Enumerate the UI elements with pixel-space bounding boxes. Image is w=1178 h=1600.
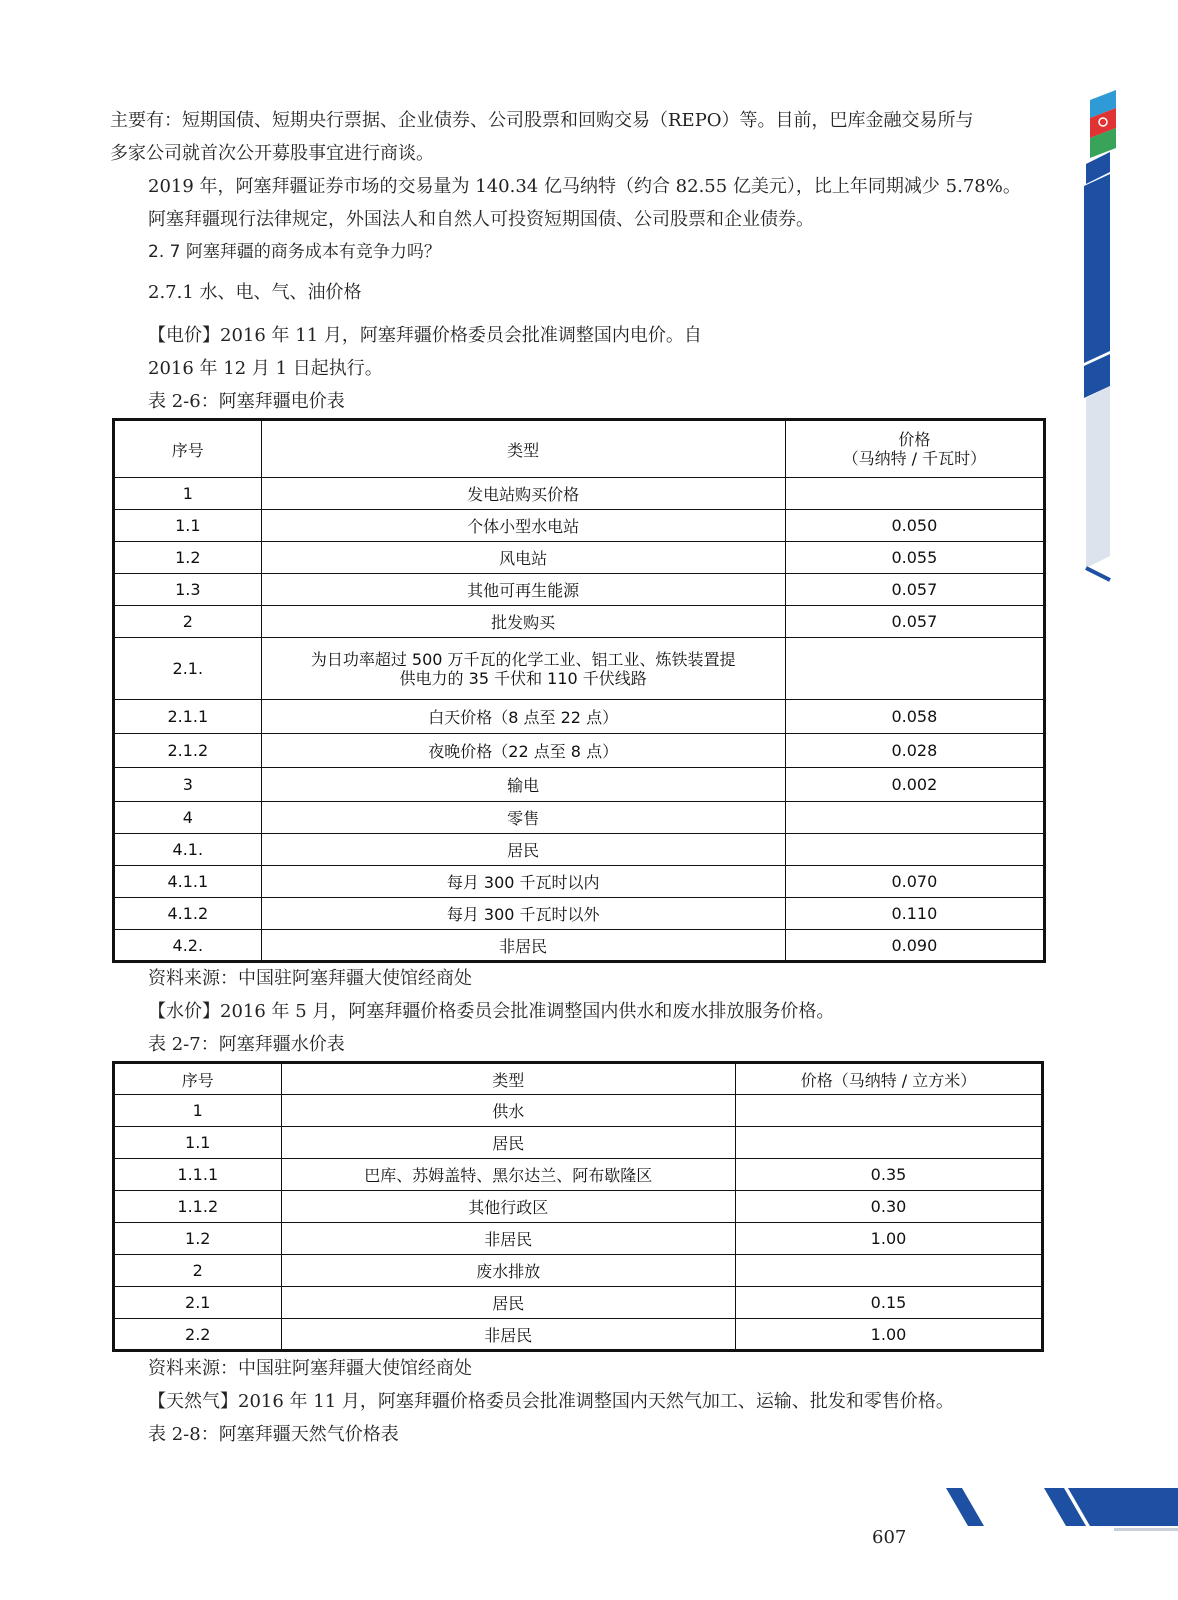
row-no: 4 [114, 802, 262, 834]
row-type-line-1: 为日功率超过 500 万千瓦的化学工业、铝工业、炼铁装置提 [310, 649, 736, 669]
row-no: 4.1.2 [114, 898, 262, 930]
subsection-heading: 2.7.1 水、电、气、油价格 [148, 282, 362, 303]
electricity-price-table [112, 418, 1046, 963]
page-number: 607 [872, 1527, 907, 1548]
row-no: 1 [114, 478, 262, 510]
header-price [785, 420, 1044, 478]
header-price-line-2: （马纳特 / 千瓦时） [842, 449, 987, 468]
table-row [114, 1095, 1043, 1127]
row-type: 风电站 [261, 542, 785, 574]
intro-line-2: 多家公司就首次公开募股事宜进行商谈。 [110, 143, 434, 164]
row-type: 零售 [261, 802, 785, 834]
table-row [114, 834, 1045, 866]
header-no: 序号 [114, 1063, 282, 1095]
row-no: 2.2 [114, 1319, 282, 1351]
row-type: 发电站购买价格 [261, 478, 785, 510]
row-no: 1.2 [114, 542, 262, 574]
table-row [114, 898, 1045, 930]
row-type: 供水 [281, 1095, 735, 1127]
row-no: 1.1.2 [114, 1191, 282, 1223]
electric-paragraph-line-2: 2016 年 12 月 1 日起执行。 [148, 358, 383, 379]
electric-source: 资料来源：中国驻阿塞拜疆大使馆经商处 [148, 968, 472, 989]
row-price: 0.15 [735, 1287, 1042, 1319]
table-row [114, 1255, 1043, 1287]
row-type: 其他可再生能源 [261, 574, 785, 606]
row-price: 0.110 [785, 898, 1044, 930]
table-row [114, 1127, 1043, 1159]
row-price [785, 478, 1044, 510]
row-type: 居民 [281, 1287, 735, 1319]
row-type: 夜晚价格（22 点至 8 点） [261, 734, 785, 768]
water-price-table [112, 1061, 1044, 1352]
row-price: 0.057 [785, 574, 1044, 606]
row-price: 0.050 [785, 510, 1044, 542]
row-type: 非居民 [281, 1223, 735, 1255]
row-price: 0.002 [785, 768, 1044, 802]
row-type: 其他行政区 [281, 1191, 735, 1223]
row-price: 1.00 [735, 1223, 1042, 1255]
gas-paragraph: 【天然气】2016 年 11 月，阿塞拜疆价格委员会批准调整国内天然气加工、运输、批发和零售价格。 [148, 1391, 954, 1412]
row-price [785, 802, 1044, 834]
table-row [114, 574, 1045, 606]
header-price-line-1: 价格 [898, 430, 931, 449]
row-price [735, 1095, 1042, 1127]
header-type: 类型 [261, 420, 785, 478]
table-row [114, 1319, 1043, 1351]
row-no: 3 [114, 768, 262, 802]
row-type: 非居民 [281, 1319, 735, 1351]
row-no: 2.1. [114, 638, 262, 700]
electric-table-caption: 表 2-6：阿塞拜疆电价表 [148, 391, 345, 412]
table-row [114, 1191, 1043, 1223]
row-no: 1.1 [114, 1127, 282, 1159]
row-price [785, 638, 1044, 700]
row-no: 2 [114, 606, 262, 638]
row-price: 0.028 [785, 734, 1044, 768]
row-price [735, 1127, 1042, 1159]
row-no: 2.1.1 [114, 700, 262, 734]
table-row [114, 700, 1045, 734]
row-type: 输电 [261, 768, 785, 802]
row-price [735, 1255, 1042, 1287]
side-band-decoration [1076, 86, 1120, 586]
row-no: 1.3 [114, 574, 262, 606]
intro-line-1: 主要有：短期国债、短期央行票据、企业债券、公司股票和回购交易（REPO）等。目前，巴库金融交易所与 [110, 110, 974, 131]
row-price: 0.090 [785, 930, 1044, 962]
row-type: 个体小型水电站 [261, 510, 785, 542]
table-row [114, 510, 1045, 542]
table-row [114, 542, 1045, 574]
row-type [261, 638, 785, 700]
gas-table-caption: 表 2-8：阿塞拜疆天然气价格表 [148, 1424, 399, 1445]
water-table-caption: 表 2-7：阿塞拜疆水价表 [148, 1034, 345, 1055]
row-no: 2.1.2 [114, 734, 262, 768]
header-price: 价格（马纳特 / 立方米） [735, 1063, 1042, 1095]
table-header-row [114, 420, 1045, 478]
row-no: 4.2. [114, 930, 262, 962]
row-price: 0.057 [785, 606, 1044, 638]
row-no: 2 [114, 1255, 282, 1287]
azerbaijan-flag-icon [1090, 90, 1116, 158]
row-no: 2.1 [114, 1287, 282, 1319]
row-price: 1.00 [735, 1319, 1042, 1351]
electric-paragraph-line-1: 【电价】2016 年 11 月，阿塞拜疆价格委员会批准调整国内电价。自 [148, 325, 702, 346]
row-price: 0.30 [735, 1191, 1042, 1223]
table-row [114, 802, 1045, 834]
row-price [785, 834, 1044, 866]
row-type: 每月 300 千瓦时以外 [261, 898, 785, 930]
row-type: 居民 [281, 1127, 735, 1159]
row-type: 废水排放 [281, 1255, 735, 1287]
row-price: 0.070 [785, 866, 1044, 898]
row-no: 1.1.1 [114, 1159, 282, 1191]
table-row [114, 638, 1045, 700]
table-row [114, 930, 1045, 962]
row-no: 1.2 [114, 1223, 282, 1255]
table-row [114, 606, 1045, 638]
intro-paragraph-3: 阿塞拜疆现行法律规定，外国法人和自然人可投资短期国债、公司股票和企业债券。 [148, 209, 814, 230]
row-no: 4.1.1 [114, 866, 262, 898]
table-row [114, 734, 1045, 768]
row-price: 0.35 [735, 1159, 1042, 1191]
row-type: 非居民 [261, 930, 785, 962]
row-type: 批发购买 [261, 606, 785, 638]
table-row [114, 768, 1045, 802]
table-row [114, 478, 1045, 510]
row-no: 4.1. [114, 834, 262, 866]
intro-paragraph-2: 2019 年，阿塞拜疆证券市场的交易量为 140.34 亿马纳特（约合 82.55 亿美元），比上年同期减少 5.78%。 [148, 176, 1021, 197]
row-type: 巴库、苏姆盖特、黑尔达兰、阿布歇隆区 [281, 1159, 735, 1191]
row-no: 1.1 [114, 510, 262, 542]
row-type: 白天价格（8 点至 22 点） [261, 700, 785, 734]
row-type-line-2: 供电力的 35 千伏和 110 千伏线路 [399, 668, 647, 688]
row-no: 1 [114, 1095, 282, 1127]
water-paragraph: 【水价】2016 年 5 月，阿塞拜疆价格委员会批准调整国内供水和废水排放服务价格。 [148, 1001, 835, 1022]
row-type: 居民 [261, 834, 785, 866]
water-source: 资料来源：中国驻阿塞拜疆大使馆经商处 [148, 1358, 472, 1379]
section-heading: 2. 7 阿塞拜疆的商务成本有竞争力吗？ [148, 242, 441, 262]
table-row [114, 866, 1045, 898]
corner-stripes-decoration [940, 1488, 1178, 1540]
header-no: 序号 [114, 420, 262, 478]
table-header-row [114, 1063, 1043, 1095]
table-row [114, 1159, 1043, 1191]
table-row [114, 1287, 1043, 1319]
row-type: 每月 300 千瓦时以内 [261, 866, 785, 898]
table-row [114, 1223, 1043, 1255]
row-price: 0.058 [785, 700, 1044, 734]
header-type: 类型 [281, 1063, 735, 1095]
row-price: 0.055 [785, 542, 1044, 574]
